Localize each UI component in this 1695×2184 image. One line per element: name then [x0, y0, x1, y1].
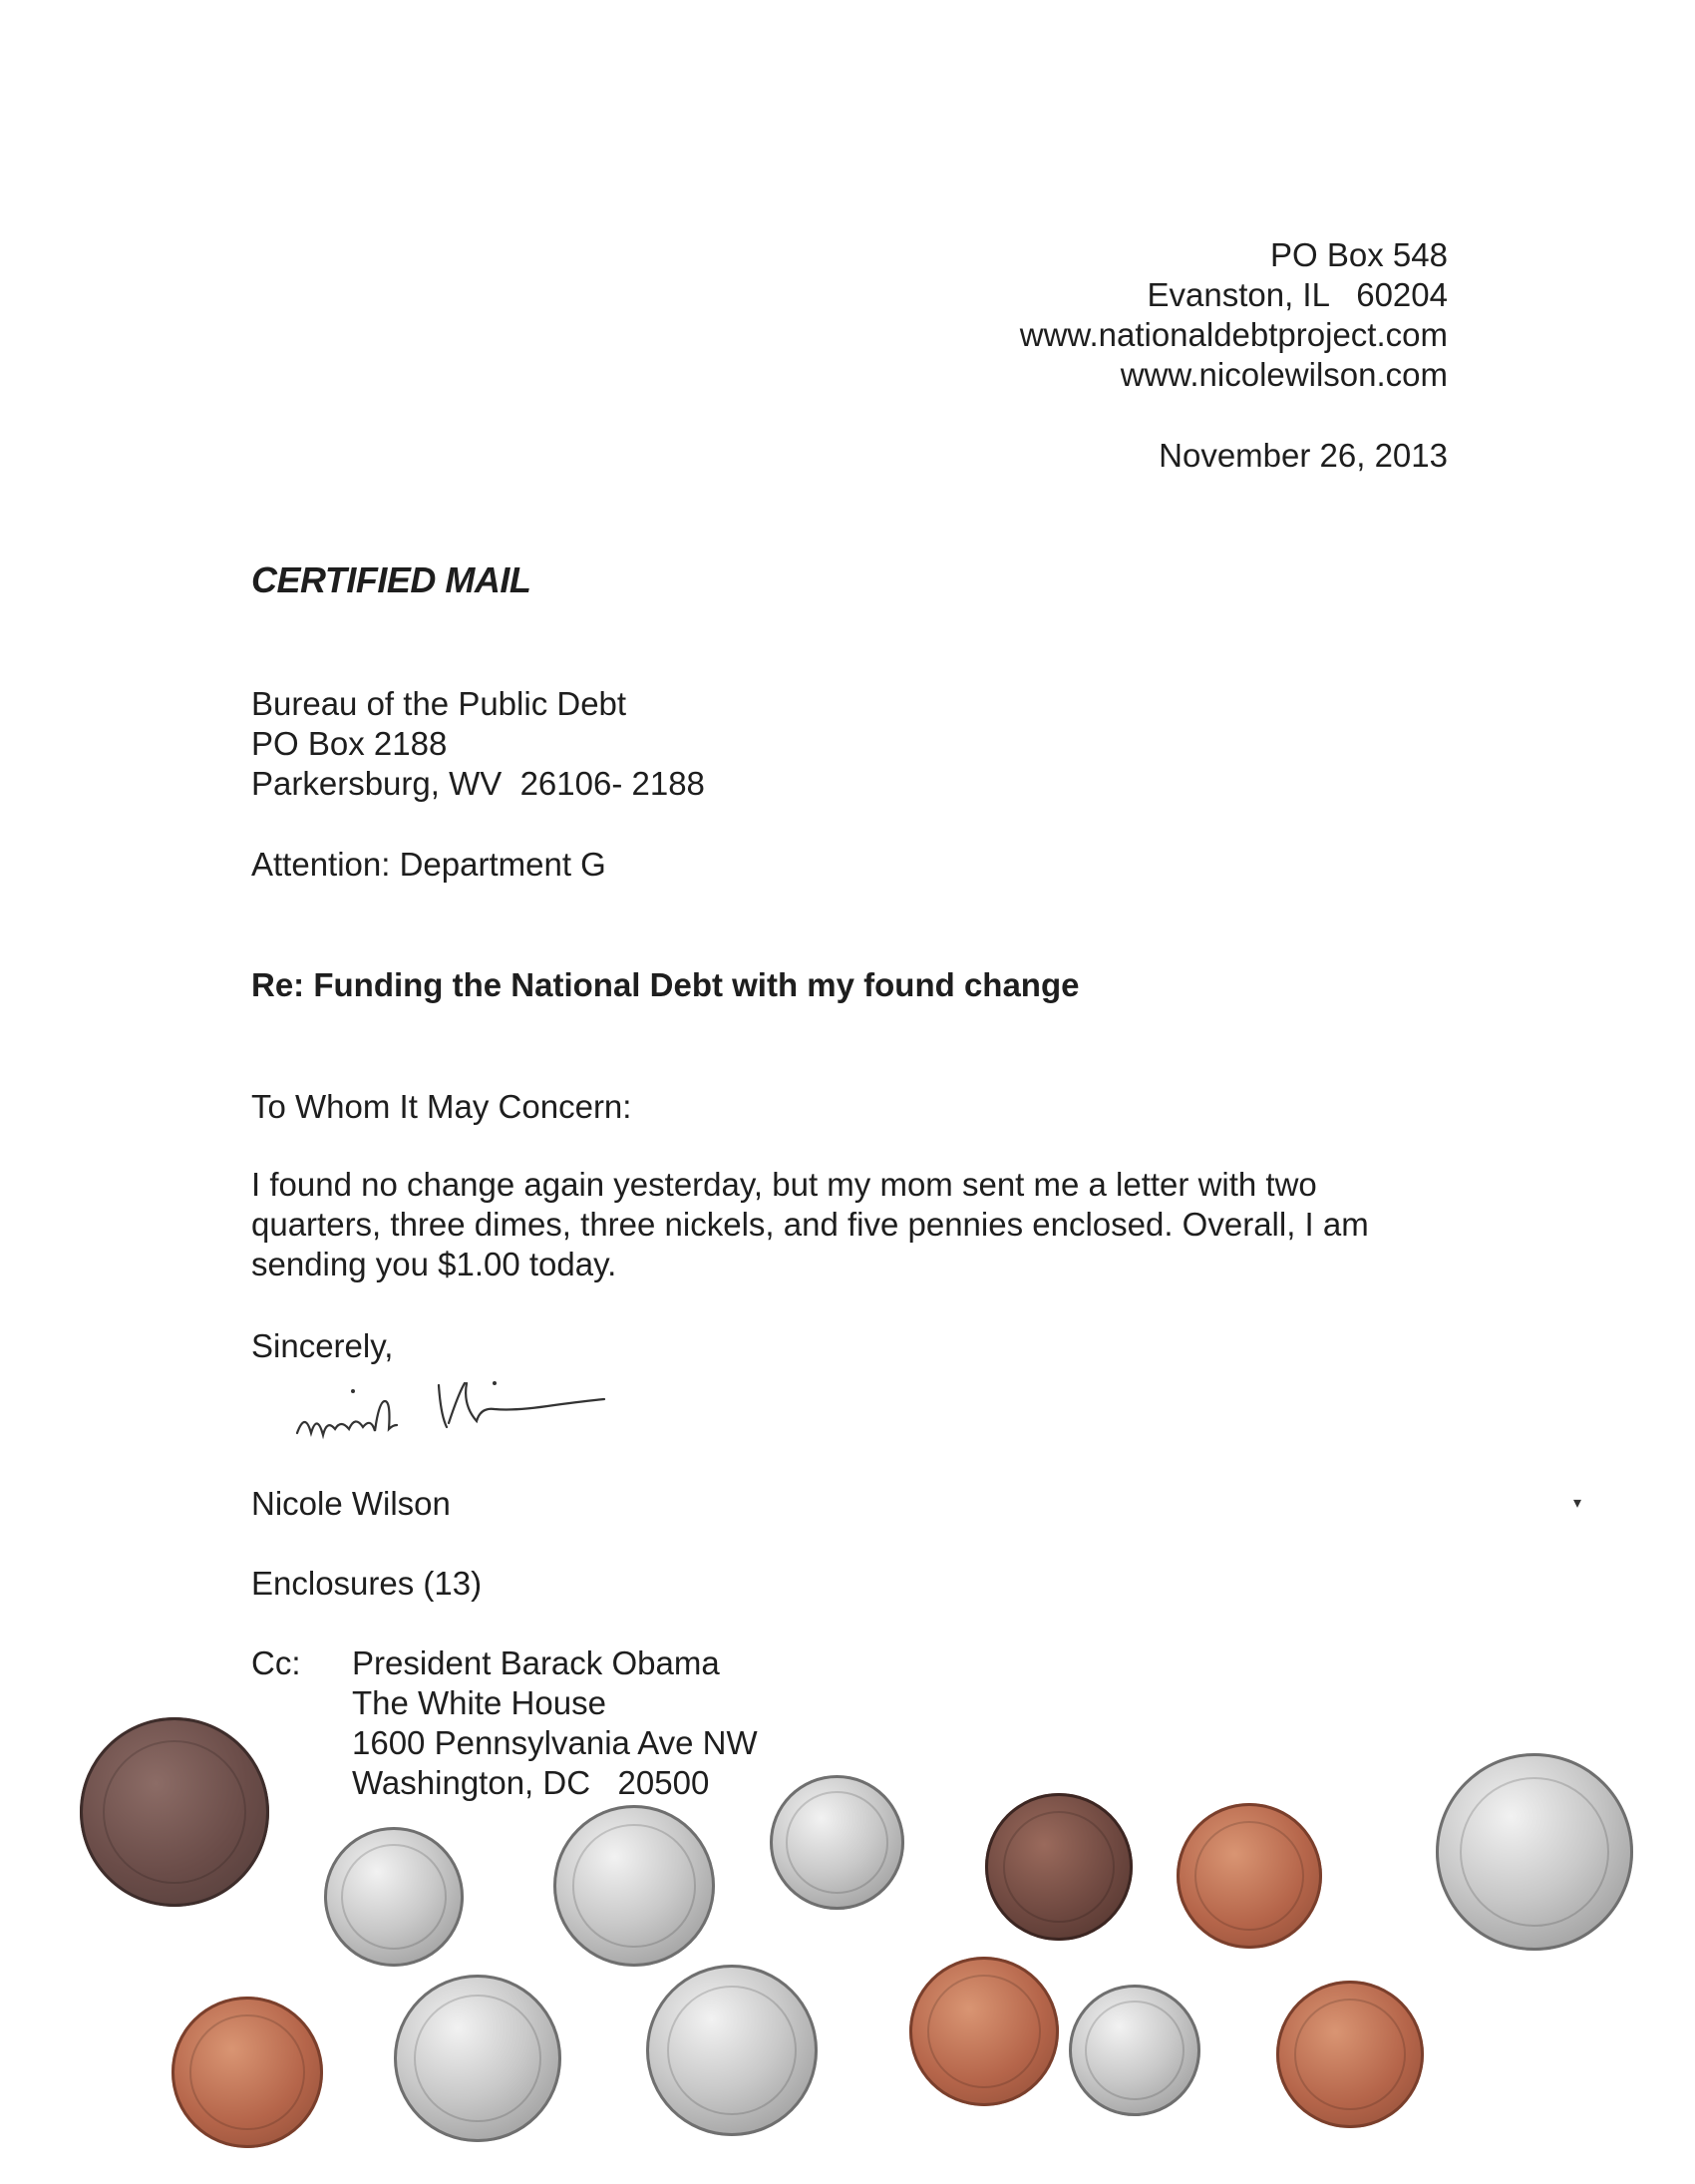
cc-city: Washington, DC 20500	[352, 1764, 710, 1801]
penny-coin	[1276, 1981, 1424, 2128]
stray-mark: ▾	[1573, 1495, 1582, 1512]
nickel-coin	[646, 1965, 818, 2136]
cc-street: 1600 Pennsylvania Ave NW	[352, 1724, 758, 1761]
nickel-coin	[394, 1975, 561, 2142]
cc-label: Cc:	[251, 1644, 301, 1681]
dark-penny-coin	[985, 1793, 1133, 1941]
sender-website-1: www.nationaldebtproject.com	[1019, 316, 1448, 353]
sender-po-box: PO Box 548	[1270, 236, 1448, 273]
nickel-coin	[553, 1805, 715, 1967]
enclosures-note: Enclosures (13)	[251, 1565, 483, 1602]
body-line-1: I found no change again yesterday, but my mom sent me a letter with two	[251, 1166, 1317, 1203]
penny-coin	[1177, 1803, 1322, 1949]
signer-name: Nicole Wilson	[251, 1485, 451, 1522]
letter-body	[251, 1165, 1398, 1284]
attention-line: Attention: Department G	[251, 846, 606, 883]
penny-coin	[909, 1957, 1059, 2106]
certified-mail-heading: CERTIFIED MAIL	[251, 559, 531, 600]
letter-date: November 26, 2013	[1159, 437, 1448, 474]
salutation: To Whom It May Concern:	[251, 1088, 632, 1125]
recipient-name: Bureau of the Public Debt	[251, 685, 627, 722]
recipient-city: Parkersburg, WV 26106- 2188	[251, 765, 705, 802]
body-line-2: quarters, three dimes, three nickels, and five pennies enclosed. Overall, I am	[251, 1206, 1369, 1243]
cc-building: The White House	[352, 1684, 606, 1721]
subject-line: Re: Funding the National Debt with my found change	[251, 966, 1080, 1003]
dime-coin	[324, 1827, 464, 1967]
cc-address	[352, 1643, 758, 1803]
cc-name: President Barack Obama	[352, 1644, 720, 1681]
sender-address	[690, 235, 1448, 395]
quarter-coin	[1436, 1753, 1633, 1951]
old-cent-coin	[80, 1717, 269, 1907]
dime-coin	[1069, 1985, 1200, 2116]
dime-coin	[770, 1775, 904, 1910]
sender-city: Evanston, IL 60204	[1147, 276, 1448, 313]
closing: Sincerely,	[251, 1327, 394, 1364]
sender-website-2: www.nicolewilson.com	[1120, 356, 1448, 393]
penny-coin	[171, 1997, 323, 2148]
body-line-3: sending you $1.00 today.	[251, 1246, 617, 1282]
recipient-po-box: PO Box 2188	[251, 725, 448, 762]
recipient-address	[251, 684, 705, 804]
handwritten-signature	[289, 1361, 628, 1471]
